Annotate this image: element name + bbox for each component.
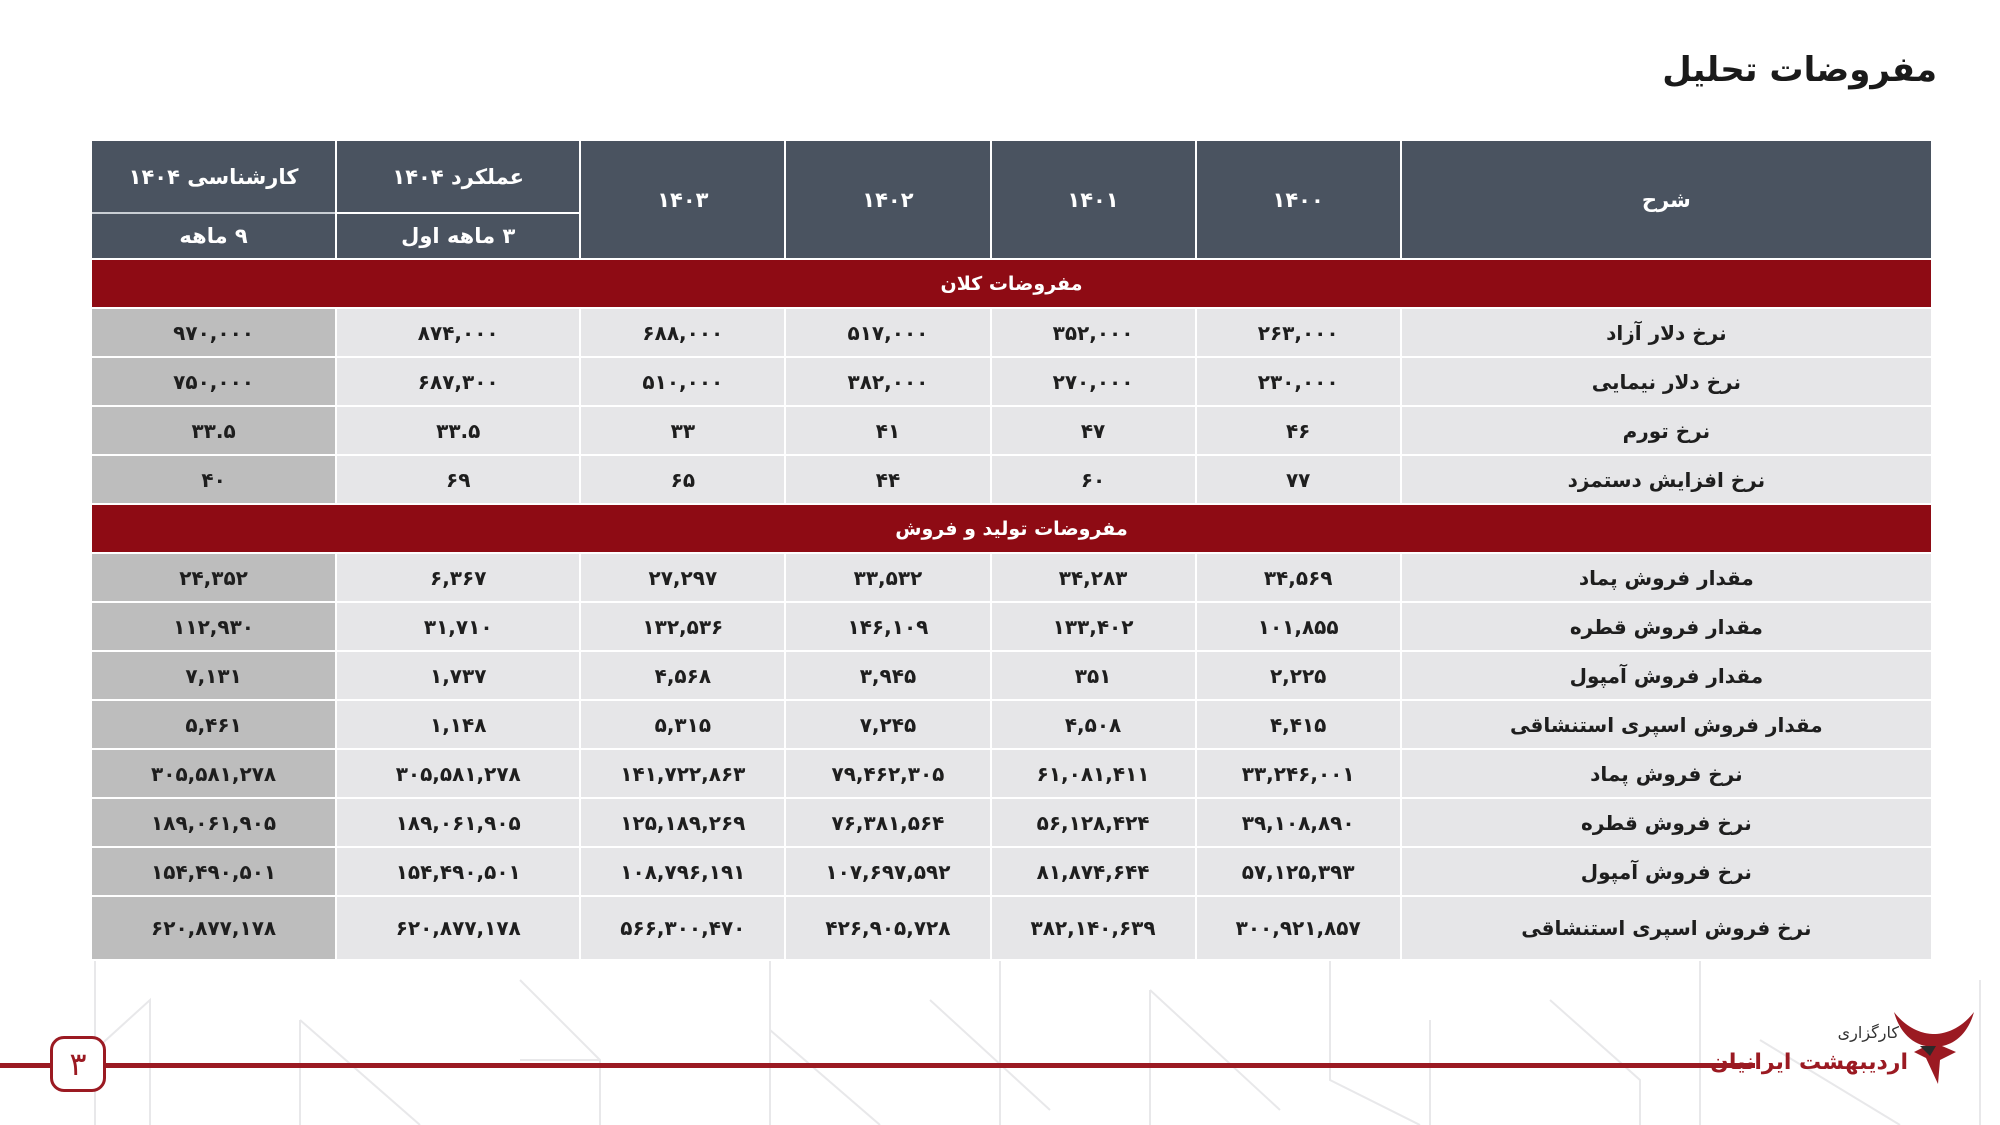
cell-year-1403: ۴,۵۶۸ xyxy=(580,651,785,700)
cell-year-1403: ۵,۳۱۵ xyxy=(580,700,785,749)
row-label: نرخ دلار نیمایی xyxy=(1401,357,1931,406)
cell-actual-1404: ۱,۱۴۸ xyxy=(336,700,580,749)
cell-year-1400: ۳۹,۱۰۸,۸۹۰ xyxy=(1196,798,1401,847)
header-description: شرح xyxy=(1401,141,1931,259)
cell-year-1402: ۳۸۲,۰۰۰ xyxy=(785,357,990,406)
header-year-1403: ۱۴۰۳ xyxy=(580,141,785,259)
assumptions-table-container xyxy=(92,141,1931,961)
cell-expert-1404: ۶۲۰,۸۷۷,۱۷۸ xyxy=(92,896,336,960)
cell-year-1402: ۱۴۶,۱۰۹ xyxy=(785,602,990,651)
cell-year-1401: ۳۵۱ xyxy=(991,651,1196,700)
cell-year-1403: ۵۱۰,۰۰۰ xyxy=(580,357,785,406)
cell-expert-1404: ۳۰۵,۵۸۱,۲۷۸ xyxy=(92,749,336,798)
cell-year-1401: ۱۳۳,۴۰۲ xyxy=(991,602,1196,651)
table-row xyxy=(92,847,1931,896)
cell-year-1400: ۱۰۱,۸۵۵ xyxy=(1196,602,1401,651)
footer-divider xyxy=(0,1063,1755,1068)
cell-year-1400: ۲,۲۲۵ xyxy=(1196,651,1401,700)
page-title: مفروضات تحلیل xyxy=(1662,50,1937,90)
header-year-1401: ۱۴۰۱ xyxy=(991,141,1196,259)
cell-year-1401: ۲۷۰,۰۰۰ xyxy=(991,357,1196,406)
cell-year-1400: ۷۷ xyxy=(1196,455,1401,504)
table-row xyxy=(92,749,1931,798)
cell-year-1402: ۱۰۷,۶۹۷,۵۹۲ xyxy=(785,847,990,896)
cell-expert-1404: ۷,۱۳۱ xyxy=(92,651,336,700)
cell-expert-1404: ۱۱۲,۹۳۰ xyxy=(92,602,336,651)
cell-year-1402: ۴۲۶,۹۰۵,۷۲۸ xyxy=(785,896,990,960)
section-title: مفروضات کلان xyxy=(92,259,1931,308)
row-label: مقدار فروش آمپول xyxy=(1401,651,1931,700)
table-body xyxy=(92,259,1931,960)
cell-year-1400: ۳۰۰,۹۲۱,۸۵۷ xyxy=(1196,896,1401,960)
cell-year-1400: ۳۳,۲۴۶,۰۰۱ xyxy=(1196,749,1401,798)
cell-year-1403: ۶۵ xyxy=(580,455,785,504)
section-title: مفروضات تولید و فروش xyxy=(92,504,1931,553)
row-label: نرخ فروش قطره xyxy=(1401,798,1931,847)
cell-expert-1404: ۴۰ xyxy=(92,455,336,504)
cell-year-1401: ۳۴,۲۸۳ xyxy=(991,553,1196,602)
cell-expert-1404: ۲۴,۳۵۲ xyxy=(92,553,336,602)
row-label: مقدار فروش پماد xyxy=(1401,553,1931,602)
row-label: مقدار فروش قطره xyxy=(1401,602,1931,651)
table-row xyxy=(92,455,1931,504)
table-row xyxy=(92,602,1931,651)
row-label: نرخ افزایش دستمزد xyxy=(1401,455,1931,504)
cell-year-1400: ۳۴,۵۶۹ xyxy=(1196,553,1401,602)
cell-year-1402: ۳۳,۵۳۲ xyxy=(785,553,990,602)
cell-actual-1404: ۶۸۷,۳۰۰ xyxy=(336,357,580,406)
table-row xyxy=(92,896,1931,960)
cell-year-1400: ۴۶ xyxy=(1196,406,1401,455)
cell-year-1402: ۴۴ xyxy=(785,455,990,504)
table-row xyxy=(92,406,1931,455)
table-row xyxy=(92,308,1931,357)
row-label: نرخ فروش اسپری استنشاقی xyxy=(1401,896,1931,960)
cell-expert-1404: ۵,۴۶۱ xyxy=(92,700,336,749)
header-expert-period: ۹ ماهه xyxy=(92,213,336,259)
cell-year-1401: ۴۷ xyxy=(991,406,1196,455)
row-label: مقدار فروش اسپری استنشاقی xyxy=(1401,700,1931,749)
cell-expert-1404: ۹۷۰,۰۰۰ xyxy=(92,308,336,357)
cell-expert-1404: ۱۵۴,۴۹۰,۵۰۱ xyxy=(92,847,336,896)
cell-actual-1404: ۱,۷۳۷ xyxy=(336,651,580,700)
table-row xyxy=(92,700,1931,749)
bull-logo-icon xyxy=(1890,1000,1978,1088)
cell-actual-1404: ۶۲۰,۸۷۷,۱۷۸ xyxy=(336,896,580,960)
cell-year-1402: ۷,۲۴۵ xyxy=(785,700,990,749)
header-actual-period: ۳ ماهه اول xyxy=(336,213,580,259)
header-year-1402: ۱۴۰۲ xyxy=(785,141,990,259)
cell-year-1403: ۵۶۶,۳۰۰,۴۷۰ xyxy=(580,896,785,960)
cell-year-1401: ۳۸۲,۱۴۰,۶۳۹ xyxy=(991,896,1196,960)
cell-year-1401: ۸۱,۸۷۴,۶۴۴ xyxy=(991,847,1196,896)
row-label: نرخ تورم xyxy=(1401,406,1931,455)
cell-actual-1404: ۳۱,۷۱۰ xyxy=(336,602,580,651)
table-row xyxy=(92,553,1931,602)
cell-year-1403: ۶۸۸,۰۰۰ xyxy=(580,308,785,357)
cell-year-1403: ۳۳ xyxy=(580,406,785,455)
cell-actual-1404: ۶,۳۶۷ xyxy=(336,553,580,602)
cell-year-1403: ۱۲۵,۱۸۹,۲۶۹ xyxy=(580,798,785,847)
cell-actual-1404: ۱۸۹,۰۶۱,۹۰۵ xyxy=(336,798,580,847)
page-number: ۳ xyxy=(50,1036,106,1092)
cell-expert-1404: ۱۸۹,۰۶۱,۹۰۵ xyxy=(92,798,336,847)
table-row xyxy=(92,357,1931,406)
cell-year-1400: ۲۳۰,۰۰۰ xyxy=(1196,357,1401,406)
cell-expert-1404: ۷۵۰,۰۰۰ xyxy=(92,357,336,406)
background-pattern xyxy=(0,960,2000,1125)
cell-actual-1404: ۳۳.۵ xyxy=(336,406,580,455)
cell-actual-1404: ۶۹ xyxy=(336,455,580,504)
cell-actual-1404: ۱۵۴,۴۹۰,۵۰۱ xyxy=(336,847,580,896)
cell-actual-1404: ۳۰۵,۵۸۱,۲۷۸ xyxy=(336,749,580,798)
cell-year-1403: ۱۳۲,۵۳۶ xyxy=(580,602,785,651)
cell-year-1401: ۶۰ xyxy=(991,455,1196,504)
cell-actual-1404: ۸۷۴,۰۰۰ xyxy=(336,308,580,357)
header-year-1400: ۱۴۰۰ xyxy=(1196,141,1401,259)
cell-year-1401: ۴,۵۰۸ xyxy=(991,700,1196,749)
cell-year-1402: ۳,۹۴۵ xyxy=(785,651,990,700)
assumptions-table xyxy=(92,141,1931,961)
table-row xyxy=(92,798,1931,847)
cell-year-1402: ۴۱ xyxy=(785,406,990,455)
cell-year-1400: ۴,۴۱۵ xyxy=(1196,700,1401,749)
cell-year-1400: ۲۶۳,۰۰۰ xyxy=(1196,308,1401,357)
cell-year-1401: ۳۵۲,۰۰۰ xyxy=(991,308,1196,357)
row-label: نرخ فروش پماد xyxy=(1401,749,1931,798)
cell-year-1403: ۱۴۱,۷۲۲,۸۶۳ xyxy=(580,749,785,798)
table-row xyxy=(92,651,1931,700)
row-label: نرخ فروش آمپول xyxy=(1401,847,1931,896)
section-row xyxy=(92,259,1931,308)
cell-year-1401: ۶۱,۰۸۱,۴۱۱ xyxy=(991,749,1196,798)
cell-year-1402: ۵۱۷,۰۰۰ xyxy=(785,308,990,357)
cell-year-1400: ۵۷,۱۲۵,۳۹۳ xyxy=(1196,847,1401,896)
cell-year-1402: ۷۹,۴۶۲,۳۰۵ xyxy=(785,749,990,798)
cell-year-1403: ۲۷,۲۹۷ xyxy=(580,553,785,602)
cell-expert-1404: ۳۳.۵ xyxy=(92,406,336,455)
header-expert-1404: کارشناسی ۱۴۰۴ xyxy=(92,141,336,213)
logo-subtitle: کارگزاری xyxy=(1837,1023,1899,1042)
cell-year-1401: ۵۶,۱۲۸,۴۲۴ xyxy=(991,798,1196,847)
section-row xyxy=(92,504,1931,553)
logo-title: اردیبهشت ایرانیان xyxy=(1710,1050,1908,1075)
row-label: نرخ دلار آزاد xyxy=(1401,308,1931,357)
cell-year-1403: ۱۰۸,۷۹۶,۱۹۱ xyxy=(580,847,785,896)
cell-year-1402: ۷۶,۳۸۱,۵۶۴ xyxy=(785,798,990,847)
header-actual-1404: عملکرد ۱۴۰۴ xyxy=(336,141,580,213)
